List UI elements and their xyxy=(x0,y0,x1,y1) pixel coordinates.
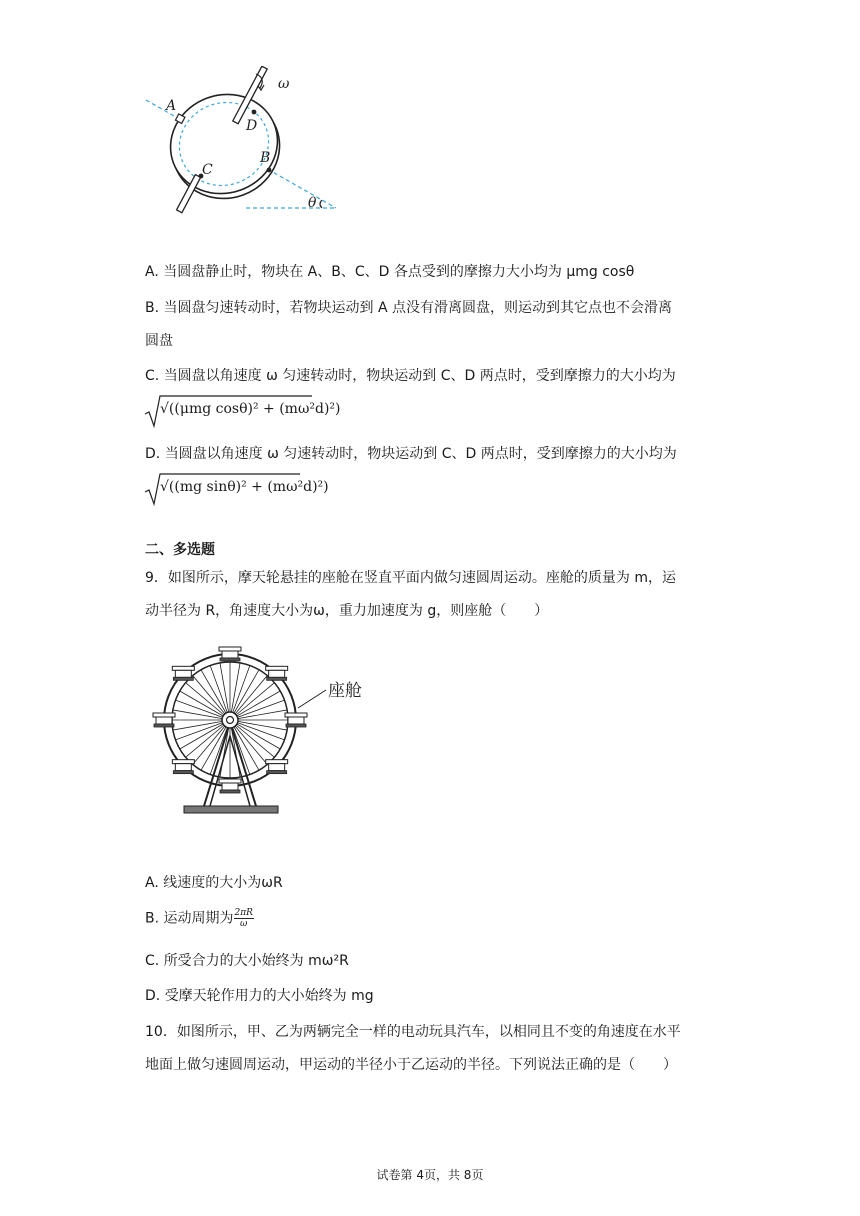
period-fraction: $\frac{2\pi R}{\omega}$ xyxy=(234,908,253,929)
ferris-wheel-figure xyxy=(146,640,386,820)
q8-option-d-formula: √((mg sinθ)² + (mω²d)²) xyxy=(144,472,302,506)
cabin xyxy=(219,779,241,793)
q8-option-a: A. 当圆盘静止时，物块在 A、B、C、D 各点受到的摩擦力大小均为 μmg cosθ xyxy=(145,264,635,280)
q8-option-b-text: 当圆盘匀速转动时，若物块运动到 A 点没有滑离圆盘，则运动到其它点也不会滑离 xyxy=(163,300,672,316)
cabin xyxy=(172,760,194,774)
label-theta: θ xyxy=(308,195,317,211)
q9-option-a-text: 线速度的大小为ωR xyxy=(163,875,283,891)
q9-option-d-text: 受摩天轮作用力的大小始终为 mg xyxy=(164,988,374,1004)
page-footer: 试卷第 4页，共 8页 xyxy=(376,1168,484,1182)
inclined-disk-figure xyxy=(140,66,350,218)
cabin xyxy=(153,713,175,727)
cabin xyxy=(285,713,307,727)
cabin xyxy=(266,760,288,774)
q10-stem-line1: 10．如图所示，甲、乙为两辆完全一样的电动玩具汽车，以相同且不变的角速度在水平 xyxy=(145,1024,681,1040)
label-omega: ω xyxy=(278,76,290,92)
q8-option-b: B. 当圆盘匀速转动时，若物块运动到 A 点没有滑离圆盘，则运动到其它点也不会滑离 xyxy=(145,300,672,316)
q8-option-d: D. 当圆盘以角速度 ω 匀速转动时，物块运动到 C、D 两点时，受到摩擦力的大小均为 xyxy=(145,446,677,462)
q8-option-d-text: 当圆盘以角速度 ω 匀速转动时，物块运动到 C、D 两点时，受到摩擦力的大小均为 xyxy=(164,446,677,462)
cabin xyxy=(266,666,288,680)
section-title: 二、多选题 xyxy=(145,542,215,558)
cabin-label: 座舱 xyxy=(328,681,362,701)
q9-option-c: C. 所受合力的大小始终为 mω²R xyxy=(145,953,349,969)
label-b: B xyxy=(260,150,271,166)
q9-option-a: A. 线速度的大小为ωR xyxy=(145,875,283,891)
q8-option-c: C. 当圆盘以角速度 ω 匀速转动时，物块运动到 C、D 两点时，受到摩擦力的大小均为 xyxy=(145,368,676,384)
label-a: A xyxy=(166,98,177,114)
q9-stem-line2: 动半径为 R，角速度大小为ω，重力加速度为 g，则座舱（ ） xyxy=(145,603,549,619)
label-d: D xyxy=(246,118,258,134)
q9-stem-line1: 9．如图所示，摩天轮悬挂的座舱在竖直平面内做匀速圆周运动。座舱的质量为 m，运 xyxy=(145,570,676,586)
q8-option-c-formula: √((μmg cosθ)² + (mω²d)²) xyxy=(144,394,314,428)
q8-option-a-text: 当圆盘静止时，物块在 A、B、C、D 各点受到的摩擦力大小均为 μmg cosθ xyxy=(163,264,635,280)
q9-option-b-text: 运动周期为 xyxy=(163,910,234,927)
q9-option-d: D. 受摩天轮作用力的大小始终为 mg xyxy=(145,988,374,1004)
q9-option-c-text: 所受合力的大小始终为 mω²R xyxy=(163,953,349,969)
cabin xyxy=(219,647,241,661)
cabin xyxy=(172,666,194,680)
q8-option-b-cont: 圆盘 xyxy=(145,333,173,349)
q9-option-b: B. 运动周期为 $\frac{2\pi R}{\omega}$ xyxy=(145,908,253,929)
q8-option-c-text: 当圆盘以角速度 ω 匀速转动时，物块运动到 C、D 两点时，受到摩擦力的大小均为 xyxy=(163,368,676,384)
label-c: C xyxy=(202,162,213,178)
q10-stem-line2: 地面上做匀速圆周运动，甲运动的半径小于乙运动的半径。下列说法正确的是（ ） xyxy=(145,1057,677,1073)
